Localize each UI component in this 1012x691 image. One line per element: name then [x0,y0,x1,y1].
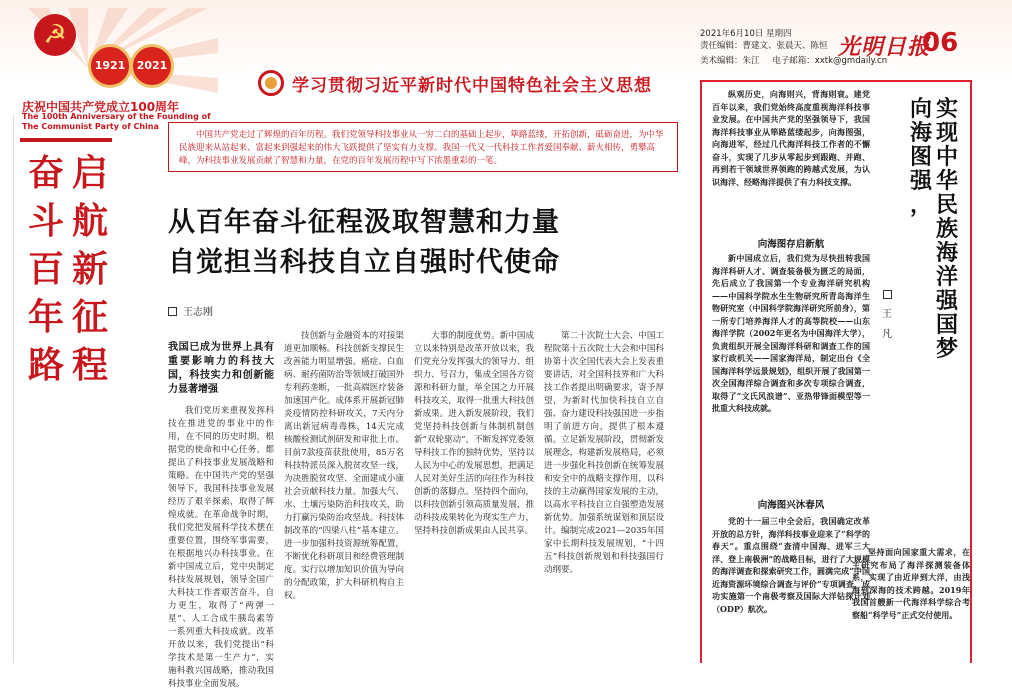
column-text: 我们党历来重视发挥科技在推进党的事业中的作用，在不同的历史时期，根据党的使命和中心任务，都提出了科技事业发展战略和策略。在中国共产党的坚强领导下，我国科技事业发展经历了艰辛探索，取得了辉煌成就。在革命战争时期，我们党把发展科学技术摆在重要位置，围绕军事需要，在根据地兴办科技事业。在新中国成立后，党中央制定科技发展规划，领导全国广大科技工作者艰苦奋斗，自力更生，取得了“两弹一星”、人工合成牛胰岛素等一系列重大科技成就。改革开放以来，我们党提出“科学技术是第一生产力”，实施科教兴国战略，推动我国科技事业全面发展。 [168,406,274,689]
column-header [258,68,652,98]
right-article-author: 王凡 [880,290,894,345]
red-rule [20,138,112,142]
issue-date: 2021年6月10日 星期四 [700,29,792,39]
headline-line-2: 自觉担当科技自立自强时代使命 [168,247,560,278]
right-article-section-1: 新中国成立后，我们党为尽快扭转我国海洋科研人才、调查装备极为匮乏的局面，先后成立了我国第一个专业海洋研究机构——中国科学院水生生物研究所青岛海洋生物研究室（中国科学院海洋研究所前身），第一所专门培养海洋人才的高等院校——山东海洋学院（2002年更名为中国海洋大学），负责组织开展全国海洋科研和调查工作的国家行政机关——国家海洋局，制定出台《全国海洋科学远景规划》，组织开展了我国第一次全国海洋综合调查和多次专项综合调查，取得了“文氏风浪谱”、亚热带锋面模型等一批重大科技成就。 [712,253,870,413]
column-text: 第二十次院士大会、中国工程院第十五次院士大会和中国科协第十次全国代表大会上发表重要讲话，对全国科技界和广大科技工作者提出明确要求，寄予厚望，为新时代加快科技自立自强、奋力建设科技强国进一步指明了前进方向，提供了根本遵循。立足新发展阶段，贯彻新发展理念，构建新发展格局，必须进一步强化科技创新在统筹发展和安全中的战略支撑作用，以科技的主动赢得国家发展的主动，以高水平科技自立自强塑造发展新优势。加强系统谋划和顶层设计。编制完成2021—2035年国家中长期科技发展规划，“十四五”科技创新规划和科技强国行动纲要。 [544,331,664,575]
party-emblem-icon: ☭ [34,14,76,56]
column-text: 技创新与金融资本的对接渠道更加顺畅。科技创新支撑民生改善能力明显增强。癌症、白血病、耐药菌防治等领域打破国外专利药垄断，一批高端医疗装备加速国产化。成体系开展新冠肺炎疫情防控科研攻关，7天内分离出新冠病毒毒株，14天完成核酸检测试剂研发和审批上市。目前7款疫苗获批使用，85万名科技特派员深入脱贫攻坚一线，为决胜脱贫攻坚、全面建成小康社会贡献科技力量。加强大气、水、土壤污染防治科技攻关，助力打赢污染防治攻坚战。科技体制改革的“四梁八柱”基本建立。进一步加强科技资源统筹配置，不断优化科研项目和经费管理制度。实行以增加知识价值为导向的分配政策，扩大科研机构自主权。 [284,331,404,601]
lead-text: 中国共产党走过了辉煌的百年历程。我们党领导科技事业从一穷二白的基础上起步，筚路蓝缕，开拓创新，砥砺奋进，为中华民族迎来从站起来、富起来到强起来的伟大飞跃提供了坚实有力支撑。我国一代又一代科技工作者爱国奉献、薪火相传，勇攀高峰，为科技事业发展贡献了智慧和力量，在党的百年发展历程中写下浓墨重彩的一笔。 [179,130,664,166]
title-column-2: 实 现 中 华 民 族 海 洋 强 国 梦 [935,97,958,362]
byline-box-icon [168,307,177,316]
column-logo-icon [258,70,284,96]
article-column-1 [168,341,274,689]
byline-box-icon [883,290,892,299]
right-article-title [908,98,964,362]
right-subhead-1: 向海图存启新航 [757,239,825,250]
page-number: 06 [922,28,959,58]
badge-1921: 1921 [88,44,132,88]
headline-line-1: 从百年奋斗征程汲取智慧和力量 [168,207,560,238]
newspaper-name: 光明日报 [838,34,931,60]
anniversary-title: 庆祝中国共产党成立100周年 [22,100,180,114]
section-subhead: 我国已成为世界上具有重要影响力的科技大国，科技实力和创新能力显著增强 [168,342,274,395]
article-column-2 [284,330,404,663]
editors: 责任编辑：曹建文、张晨天、陈恒 [700,41,828,51]
title-column-1: 向 海 图 强 ， [909,97,932,218]
right-article-intro: 纵观历史，向海则兴，背海则衰。建党百年以来，我们党始终高度重视海洋科技事业发展。在中国共产党的坚强领导下，我国海洋科技事业从筚路蓝缕起步，向海图强，向海进军，经过几代海洋科技工作者的不懈奋斗，实现了几步从零起步到跟跑、并跑、再到若干领域世界领跑的跨越式发展，为认识海洋、经略海洋提供了有力科技支撑。 [712,89,870,187]
main-headline [168,203,688,283]
article-column-4 [544,330,664,663]
right-article-side-column: 坚持面向国家重大需求，在主研究布局了海洋探测装备体系，实现了由近岸到大洋，由浅海到深海的技术跨越。2019年我国首艘新一代海洋科学综合考察船“科学号”正式交付使用。 [852,547,970,620]
slogan-right: 启 航 新 征 程 [71,153,108,386]
right-article-section-2: 党的十一届三中全会后，我国确定改革开放的总方针，海洋科技事业迎来了“科学的春天”。重点围绕“查清中国海、进军三大洋、登上南极洲”的战略目标，进行了大规模的海洋调查和探索研究工作，圆满完成“中国近海资源环境综合调查与评价”专项调查，成功实施第一个南极考察及国际大洋钻探计划（ODP）航次。 [712,516,870,614]
lead-paragraph-box [168,122,678,172]
slogan-left: 奋 斗 百 年 路 [27,153,64,386]
author-name: 王志刚 [183,307,213,318]
badge-2021: 2021 [130,44,174,88]
art-editor: 美术编辑：朱江 [700,56,760,66]
article-column-3 [414,330,534,663]
anniversary-title-en: The 100th Anniversary of the Founding of The Communist Party of China [22,112,211,131]
byline [168,303,213,318]
column-title: 学习贯彻习近平新时代中国特色社会主义思想 [292,75,652,96]
column-text: 大事的制度优势。新中国成立以来特别是改革开放以来，我们党充分发挥强大的领导力、组织力、号召力，集成全国各方资源和科研力量，举全国之力开展科技攻关，取得一批重大科技创新成果。进入新发展阶段，我们党坚持科技创新与体制机制创新“双轮驱动”，不断发挥党委领导科技工作的独特优势，坚持以人民为中心的发展思想，把满足人民对美好生活的向往作为科技创新的落脚点。坚持四个面向，以科技创新引领高质量发展，推动科技成果转化为现实生产力，坚持科技创新成果由人民共享。 [414,331,534,536]
right-subhead-2: 向海图兴沐春风 [757,500,825,511]
email: 电子邮箱：xxtk@gmdaily.cn [772,56,888,66]
